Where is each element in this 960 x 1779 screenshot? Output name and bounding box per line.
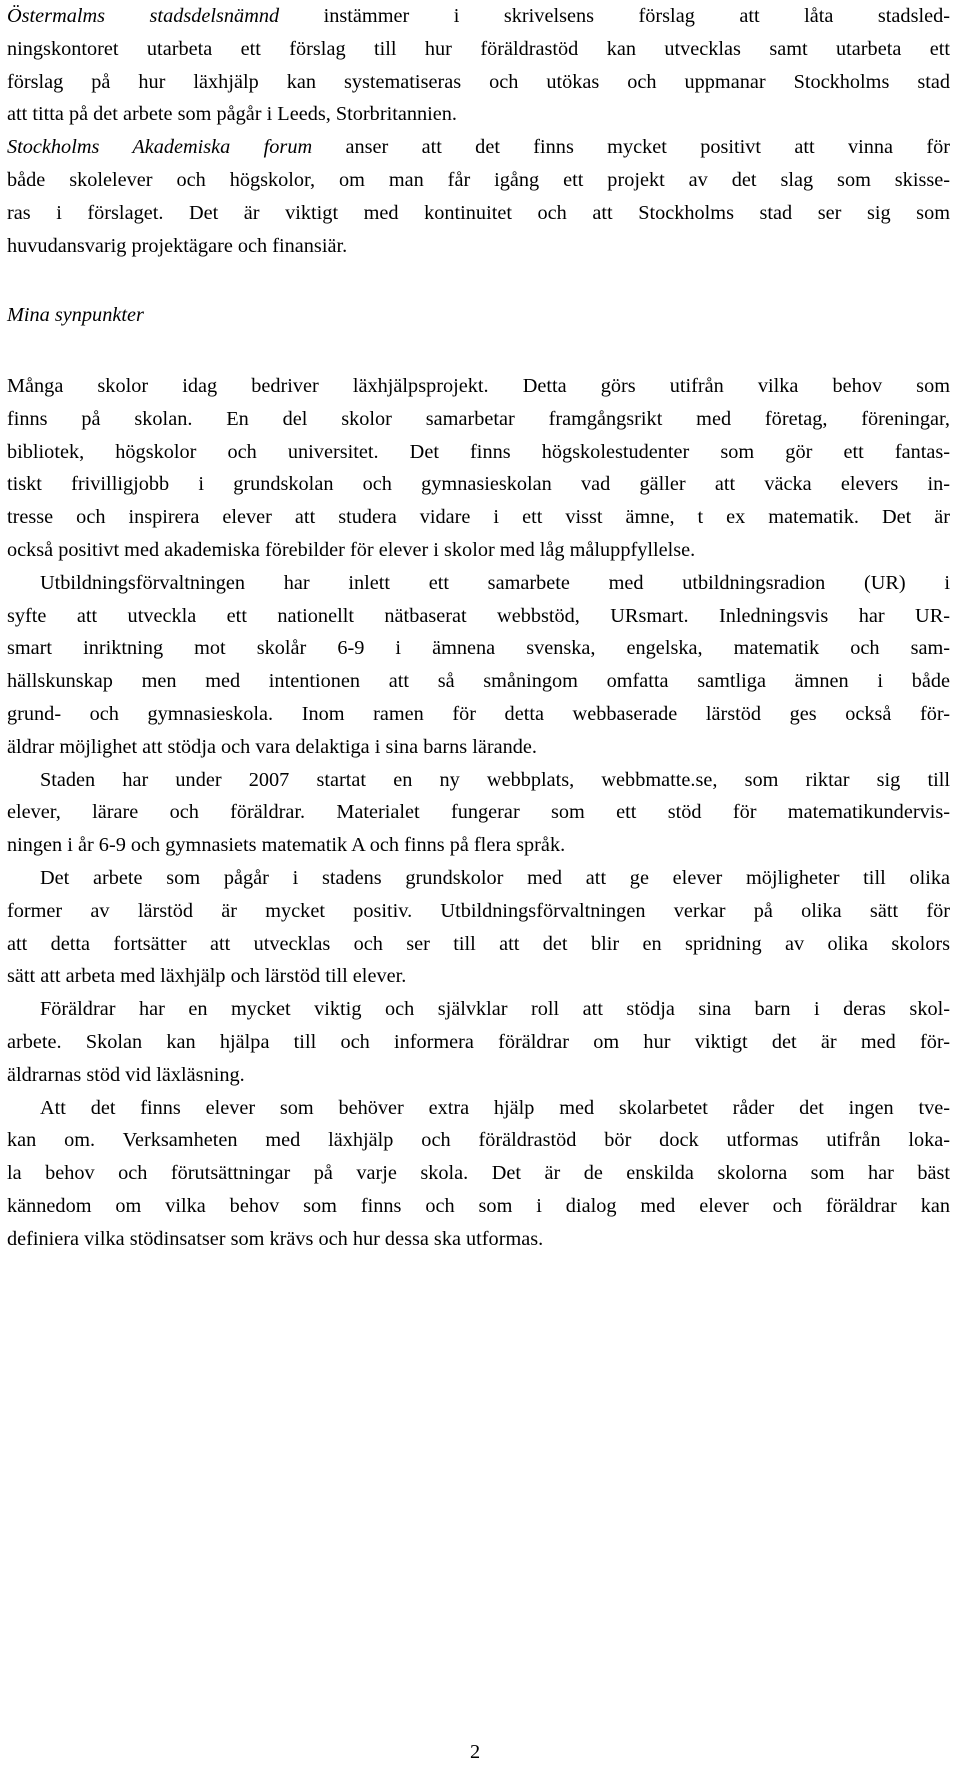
paragraph-utbildningsforvaltningen <box>7 567 950 764</box>
section-heading: Mina synpunkter <box>7 304 144 326</box>
document-page <box>7 0 951 1250</box>
organization-name: Stockholms Akademiska forum <box>7 136 313 159</box>
paragraph-akademiska-forum <box>7 131 950 262</box>
text-line: Stockholms Akademiska forum anser att det finns mycket positivt att vinna för <box>7 136 951 159</box>
text-line: Utbildningsförvaltningen har inlett ett samarbete med utbildningsradion (UR) i <box>40 571 950 594</box>
text-line: Det arbete som pågår i stadens grundskolor med att ge elever möjligheter till olika <box>40 866 950 889</box>
text-line: Många skolor idag bedriver läxhjälpsprojekt. Detta görs utifrån vilka behov som <box>7 375 950 397</box>
text-line: ras i förslaget. Det är viktigt med kontinuitet och att Stockholms stad ser sig som <box>7 201 950 224</box>
paragraph-ostermalm <box>7 0 950 131</box>
text-line: ningen i år 6-9 och gymnasiets matematik A och finns på flera språk. <box>7 834 566 857</box>
text-line: bibliotek, högskolor och universitet. Det finns högskolestudenter som gör ett fantas- <box>7 440 950 463</box>
paragraph-extra-hjalp <box>7 1092 950 1256</box>
text-line: Östermalms stadsdelsnämnd instämmer i skrivelsens förslag att låta stadsled- <box>7 5 950 27</box>
text-line: Att det finns elever som behöver extra hjälp med skolarbetet råder det ingen tve- <box>40 1096 950 1119</box>
paragraph-skolor <box>7 370 950 567</box>
synpunkter-section <box>7 370 950 1256</box>
text-line: syfte att utveckla ett nationellt nätbaserat webbstöd, URsmart. Inledningsvis har UR- <box>7 604 950 627</box>
text-line: Föräldrar har en mycket viktig och självklar roll att stödja sina barn i deras skol- <box>40 998 950 1021</box>
text-line: Staden har under 2007 startat en ny webbplats, webbmatte.se, som riktar sig till <box>40 768 950 791</box>
text-line: ningskontoret utarbeta ett förslag till hur föräldrastöd kan utvecklas samt utarbeta ett <box>7 37 950 60</box>
text-line: former av lärstöd är mycket positiv. Utbildningsförvaltningen verkar på olika sätt för <box>7 899 950 922</box>
text-line: tresse och inspirera elever att studera vidare i ett visst ämne, t ex matematik. Det är <box>7 506 950 529</box>
text-line: äldrar möjlighet att stödja och vara delaktiga i sina barns lärande. <box>7 735 537 758</box>
text-line: förslag på hur läxhjälp kan systematiseras och utökas och uppmanar Stockholms stad <box>7 70 950 93</box>
text-line: också positivt med akademiska förebilder för elever i skolor med låg måluppfyllelse. <box>7 538 696 561</box>
text-line: äldrarnas stöd vid läxläsning. <box>7 1063 245 1086</box>
paragraph-foraldrar <box>7 993 950 1091</box>
text-line: definiera vilka stödinsatser som krävs och hur dessa ska utformas. <box>7 1227 544 1250</box>
text-line: la behov och förutsättningar på varje skola. Det är de enskilda skolorna som har bäst <box>7 1162 950 1185</box>
text-line: finns på skolan. En del skolor samarbetar framgångsrikt med företag, föreningar, <box>7 407 950 430</box>
organization-name: Östermalms stadsdelsnämnd <box>7 5 280 27</box>
paragraph-larstod <box>7 862 950 993</box>
text-line: kännedom om vilka behov som finns och som i dialog med elever och föräldrar kan <box>7 1194 950 1217</box>
text-line: att detta fortsätter att utvecklas och ser till att det blir en spridning av olika skolors <box>7 932 950 955</box>
text-line: grund- och gymnasieskola. Inom ramen för detta webbaserade lärstöd ges också för- <box>7 702 950 725</box>
text-line: både skolelever och högskolor, om man får igång ett projekt av det slag som skisse- <box>7 168 950 191</box>
text-line: elever, lärare och föräldrar. Materialet fungerar som ett stöd för matematikundervis- <box>7 801 950 824</box>
text-line: att titta på det arbete som pågår i Leeds, Storbritannien. <box>7 103 457 126</box>
text-line: huvudansvarig projektägare och finansiär. <box>7 234 348 257</box>
paragraph-webbmatte <box>7 764 950 862</box>
text-line: kan om. Verksamheten med läxhjälp och föräldrastöd bör dock utformas utifrån loka- <box>7 1129 950 1152</box>
text-line: tiskt frivilligjobb i grundskolan och gymnasieskolan vad gäller att väcka elevers in- <box>7 473 950 496</box>
text-line: hällskunskap men med intentionen att så småningom omfatta samtliga ämnen i både <box>7 670 950 693</box>
text-line: smart inriktning mot skolår 6-9 i ämnena svenska, engelska, matematik och sam- <box>7 637 950 660</box>
text-line: arbete. Skolan kan hjälpa till och informera föräldrar om hur viktigt det är med för- <box>7 1030 950 1053</box>
text-line: sätt att arbeta med läxhjälp och lärstöd till elever. <box>7 965 407 988</box>
page-number: 2 <box>470 1741 481 1763</box>
